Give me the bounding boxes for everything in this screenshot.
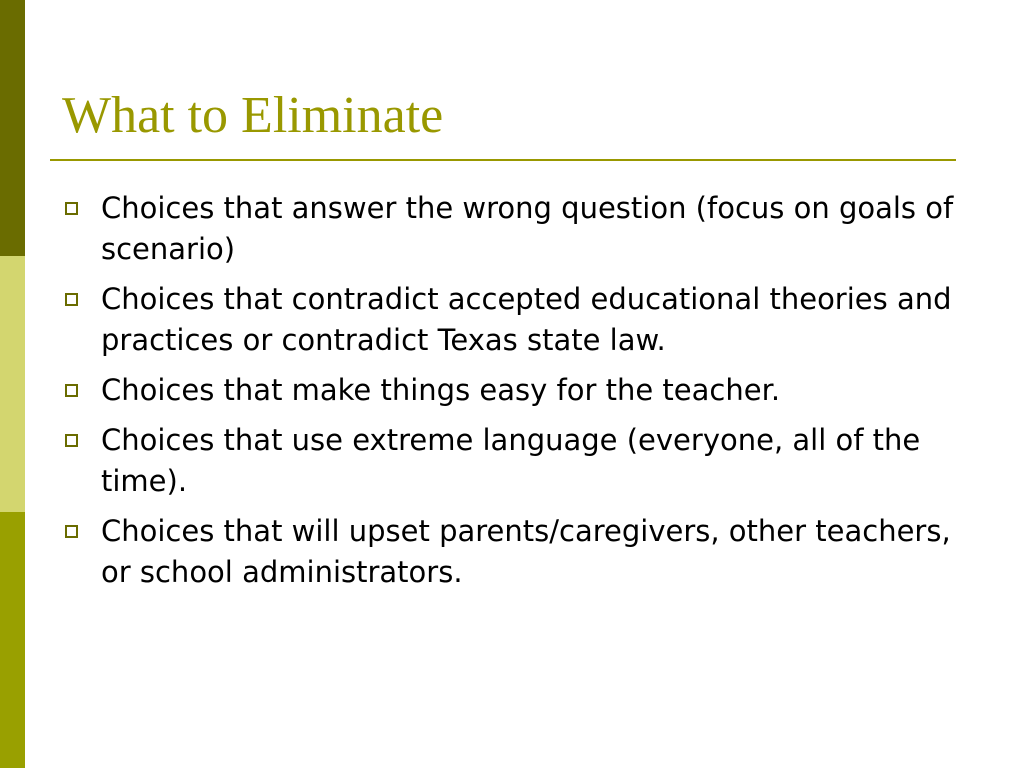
- bullet-text: Choices that use extreme language (everyone, all of the time).: [101, 423, 921, 498]
- bullet-text: Choices that contradict accepted educational theories and practices or contradict Texas state law.: [101, 282, 952, 357]
- hollow-square-bullet-icon: [65, 293, 78, 306]
- side-bar-bottom: [0, 512, 25, 768]
- side-bar-middle: [0, 256, 25, 512]
- hollow-square-bullet-icon: [65, 384, 78, 397]
- hollow-square-bullet-icon: [65, 202, 78, 215]
- bullet-text: Choices that make things easy for the teacher.: [101, 373, 781, 407]
- title-underline: [50, 159, 956, 161]
- slide-title: What to Eliminate: [62, 87, 444, 144]
- bullet-item: [62, 279, 962, 361]
- bullet-text: Choices that answer the wrong question (focus on goals of scenario): [101, 191, 954, 266]
- bullet-item: [62, 420, 962, 502]
- bullet-text: Choices that will upset parents/caregivers, other teachers, or school administrators.: [101, 514, 951, 589]
- hollow-square-bullet-icon: [65, 434, 78, 447]
- bullet-item: [62, 188, 962, 270]
- bullet-item: [62, 511, 962, 593]
- bullet-list: [62, 188, 962, 602]
- hollow-square-bullet-icon: [65, 525, 78, 538]
- bullet-item: [62, 370, 962, 411]
- side-bar-top: [0, 0, 25, 256]
